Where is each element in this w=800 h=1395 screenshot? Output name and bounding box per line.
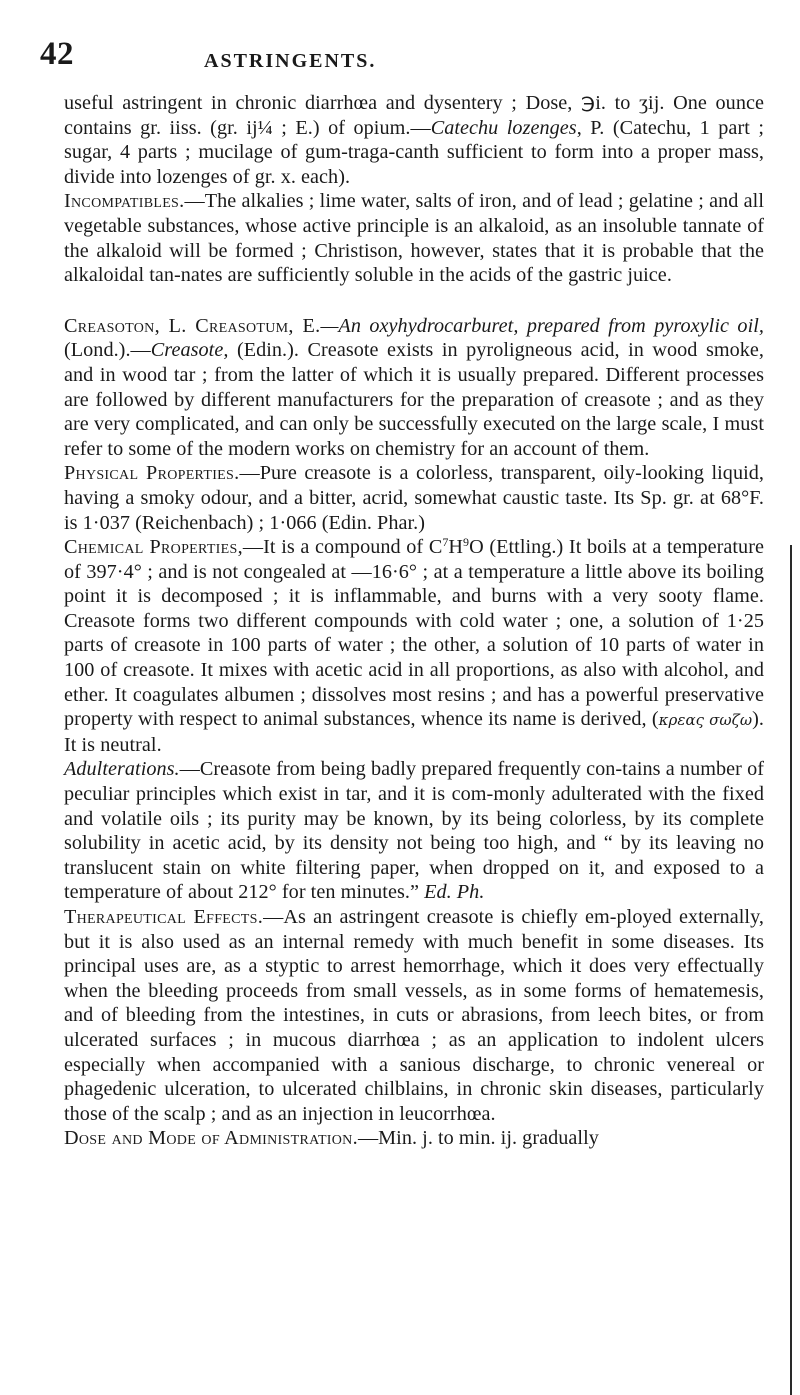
paragraph-adulterations: Adulterations.—Creasote from being badly prepared frequently con-tains a number of peculiar principles which exist in tar, and it is com-monly adulterated with the fixed and volatile oils ; its purity may be known, by its being colorless, by its complete solubility in acetic acid, by its density not being too high, and “ by its leaving no translucent stain on white filtering paper, when dropped on it, and exposed to a temperature of about 212° for ten minutes.” Ed. Ph. [64, 758, 764, 904]
running-head: ASTRINGENTS. [204, 50, 377, 72]
section-heading: Chemical Properties, [64, 536, 243, 559]
paragraph-creasoton: Creasoton, L. Creasotum, E.—An oxyhydrocarburet, prepared from pyroxylic oil, (Lond.).—Creasote, (Edin.). Creasote exists in pyroligneous acid, in wood smoke, and in wood tar ; from the latter of which it is usually prepared. Different processes are followed by different manufacturers for the preparation of creasote ; and as they are very complicated, and can only be successfully executed on the large scale, I must refer to some of the modern works on chemistry for an account of them. [64, 314, 764, 460]
paragraph-chemical-properties: Chemical Properties,—It is a compound of $C^7H^9O$ (Ettling.) It boils at a temperature of 397·4° ; and is not congealed at —16·6° ; at a temperature a little above its boiling point it is decomposed ; it is inflammable, and burns with a very sooty flame. Creasote forms two different compounds with cold water ; one, a solution of 1·25 parts of creasote in 100 parts of water ; the other, a solution of 10 parts of water in 100 of creasote. It mixes with acetic acid in all proportions, as also with alcohol, and ether. It coagulates albumen ; dissolves most resins ; and has a powerful preservative property with respect to animal substances, whence its name is derived, (κρεας σωζω). It is neutral. [64, 535, 764, 756]
section-heading: Incompatibles. [64, 190, 185, 213]
paragraph-incompatibles: Incompatibles.—The alkalies ; lime water, salts of iron, and of lead ; gelatine ; and all vegetable substances, whose active principle is an alkaloid, as an insoluble tannate of the alkaloid will be formed ; Christison, however, states that it is probable that the alkaloidal tan-nates are sufficiently soluble in the acids of the gastric juice. [64, 190, 764, 287]
binding-edge-line [790, 545, 792, 1395]
section-heading: Physical Properties. [64, 462, 240, 485]
paragraph-physical-properties: Physical Properties.—Pure creasote is a colorless, transparent, oily-looking liquid, having a smoky odour, and a bitter, acrid, somewhat caustic taste. Its Sp. gr. at 68°F. is 1·037 (Reichenbach) ; 1·066 (Edin. Phar.) [64, 462, 764, 534]
entry-heading: Creasoton, L. Creasotum, E. [64, 314, 321, 337]
section-heading: Adulterations. [64, 758, 180, 781]
paragraph-catechu-dose: useful astringent in chronic diarrhœa and dysentery ; Dose, ℈i. to ʒij. One ounce contains gr. iiss. (gr. ij¼ ; E.) of opium.—Catechu lozenges, P. (Catechu, 1 part ; sugar, 4 parts ; mucilage of gum-traga-canth sufficient to form into a proper mass, divide into lozenges of gr. x. each). [64, 92, 764, 188]
page-number: 42 [40, 36, 74, 72]
section-heading: Therapeutical Effects. [64, 906, 264, 928]
section-heading: Dose and Mode of Administration. [64, 1127, 358, 1150]
paragraph-therapeutical-effects: Therapeutical Effects.—As an astringent creasote is chiefly em-ployed externally, but it is also used as an internal remedy with much benefit in some diseases. Its principal uses are, as a styptic to arrest hemorrhage, which it does very effectually when the bleeding proceeds from small vessels, as in some forms of hematemesis, and of bleeding from the intestines, in cuts or abrasions, from leech bites, or from ulcerated surfaces ; in mucous diarrhœa ; as an application to indolent ulcers especially when accompanied with a sanious discharge, to chronic venereal or phagedenic ulceration, to ulcerated chilblains, in chronic skin diseases, particularly those of the scalp ; and as an injection in leucorrhœa. [64, 906, 764, 1125]
page-header [40, 36, 780, 80]
body-text [64, 91, 764, 1151]
paragraph-dose-administration: Dose and Mode of Administration.—Min. j. to min. ij. gradually [64, 1127, 599, 1150]
greek-etymology: κρεας σωζω [658, 711, 753, 730]
